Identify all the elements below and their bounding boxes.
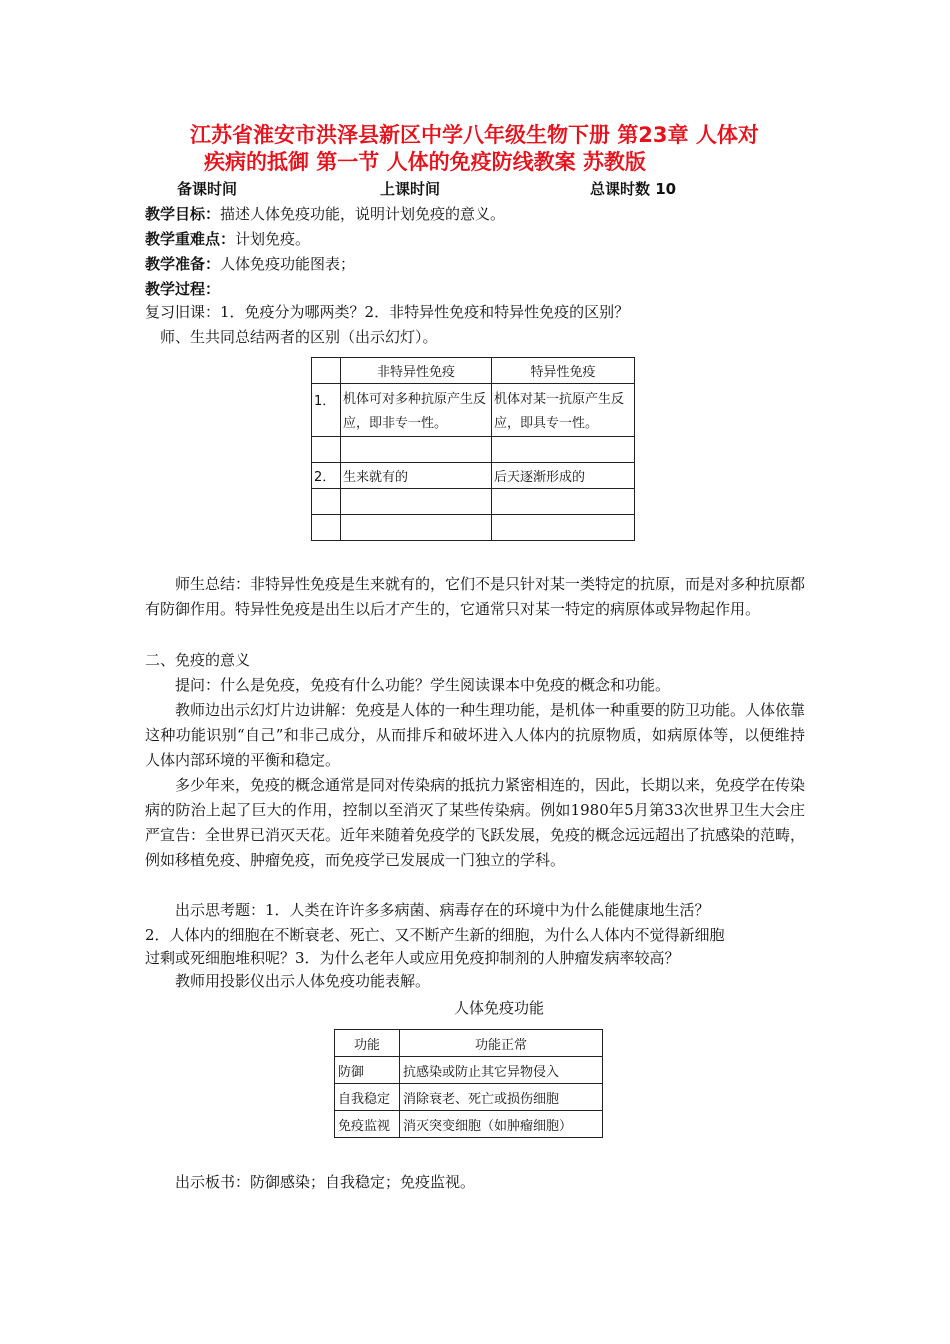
immune-function-table [334, 1029, 603, 1138]
table-row [312, 437, 635, 463]
title-line-1: 江苏省淮安市洪泽县新区中学八年级生物下册 第23章 人体对 [190, 123, 759, 147]
function-table-caption: 人体免疫功能 [454, 999, 545, 1017]
section-heading: 二、免疫的意义 [145, 651, 251, 669]
objective-label: 教学目标： [145, 205, 221, 223]
table-cell: 后天逐渐形成的 [492, 463, 635, 489]
table-cell [341, 489, 492, 515]
document-title [190, 122, 830, 176]
thinking-question-3: 过剩或死细胞堆积呢？3．为什么老年人或应用免疫抑制剂的人肿瘤发病率较高？ [145, 949, 680, 967]
table-cell: 免疫监视 [335, 1111, 400, 1138]
board-line: 出示板书：防御感染；自我稳定；免疫监视。 [175, 1173, 476, 1191]
table-cell [312, 358, 341, 384]
table-cell [312, 437, 341, 463]
table-row [335, 1030, 603, 1057]
table-row [335, 1111, 603, 1138]
table-row [312, 489, 635, 515]
key-point-line [145, 227, 805, 252]
table-cell [492, 515, 635, 541]
table-row [312, 358, 635, 384]
objective-text: 描述人体免疫功能，说明计划免疫的意义。 [220, 205, 506, 223]
preparation-line [145, 252, 805, 277]
thinking-question-1: 出示思考题：1．人类在许许多多病菌、病毒存在的环境中为什么能健康地生活？ [175, 901, 710, 919]
history-paragraph: 多少年来，免疫的概念通常是同对传染病的抵抗力紧密相连的，因此，长期以来，免疫学在传染病的防治上起了巨大的作用，控制以至消灭了某些传染病。例如1980年5月第33次世界卫生大会庄严宣告：全世界已消灭天花。近年来随着免疫学的飞跃发展，免疫的概念远远超出了抗感染的范畴，例如移植免疫、肿瘤免疫，而免疫学已发展成一门独立的学科。 [145, 776, 806, 869]
prep-time-label: 备课时间 [177, 180, 238, 198]
explanation-paragraph: 教师边出示幻灯片边讲解：免疫是人体的一种生理功能，是机体一种重要的防卫功能。人体依靠这种功能识别“自己”和非己成分，从而排斥和破坏进入人体内的抗原物质，如病原体等，以便维持人体内部环境的平衡和稳定。 [145, 701, 806, 769]
table-cell [312, 489, 341, 515]
table-cell: 防御 [335, 1057, 400, 1084]
teacher-summary-paragraph: 师生总结：非特异性免疫是生来就有的，它们不是只针对某一类特定的抗原，而是对多种抗原都有防御作用。特异性免疫是出生以后才产生的，它通常只对某一特定的病原体或异物起作用。 [145, 575, 806, 618]
table-cell: 抗感染或防止其它异物侵入 [400, 1057, 603, 1084]
question-line: 提问：什么是免疫，免疫有什么功能？学生阅读课本中免疫的概念和功能。 [175, 676, 671, 694]
table-cell [341, 515, 492, 541]
comparison-table [311, 357, 635, 541]
table-header: 非特异性免疫 [341, 358, 492, 384]
table-header: 功能 [335, 1030, 400, 1057]
table-cell [312, 515, 341, 541]
table-cell [492, 437, 635, 463]
table-cell: 生来就有的 [341, 463, 492, 489]
table-cell: 机体对某一抗原产生反应，即具专一性。 [492, 384, 635, 437]
objective-line [145, 202, 805, 227]
key-point-text: 计划免疫。 [235, 230, 311, 248]
key-point-label: 教学重难点： [145, 230, 236, 248]
preparation-text: 人体免疫功能图表； [220, 255, 356, 273]
table-header: 功能正常 [400, 1030, 603, 1057]
table-row [335, 1057, 603, 1084]
class-time-label: 上课时间 [380, 180, 441, 198]
table-cell: 自我稳定 [335, 1084, 400, 1111]
thinking-question-2: 2．人体内的细胞在不断衰老、死亡、又不断产生新的细胞，为什么人体内不觉得新细胞 [145, 926, 725, 944]
table-row [312, 515, 635, 541]
table-row [335, 1084, 603, 1111]
table-cell: 1． [312, 384, 341, 437]
table-row [312, 384, 635, 437]
table-cell [341, 437, 492, 463]
table-cell: 2． [312, 463, 341, 489]
table-header: 特异性免疫 [492, 358, 635, 384]
title-line-2: 疾病的抵御 第一节 人体的免疫防线教案 苏教版 [204, 150, 646, 174]
table-cell: 消灭突变细胞（如肿瘤细胞） [400, 1111, 603, 1138]
summary-intro: 师、生共同总结两者的区别（出示幻灯）。 [160, 328, 438, 346]
table-cell: 机体可对多种抗原产生反应，即非专一性。 [341, 384, 492, 437]
table-cell [492, 489, 635, 515]
process-label: 教学过程： [145, 280, 221, 298]
preparation-label: 教学准备： [145, 255, 221, 273]
total-hours-label: 总课时数 10 [590, 180, 677, 198]
table-cell: 消除衰老、死亡或损伤细胞 [400, 1084, 603, 1111]
table-row [312, 463, 635, 489]
projector-line: 教师用投影仪出示人体免疫功能表解。 [175, 972, 431, 990]
review-line: 复习旧课：1．免疫分为哪两类？2．非特异性免疫和特异性免疫的区别？ [145, 303, 630, 321]
